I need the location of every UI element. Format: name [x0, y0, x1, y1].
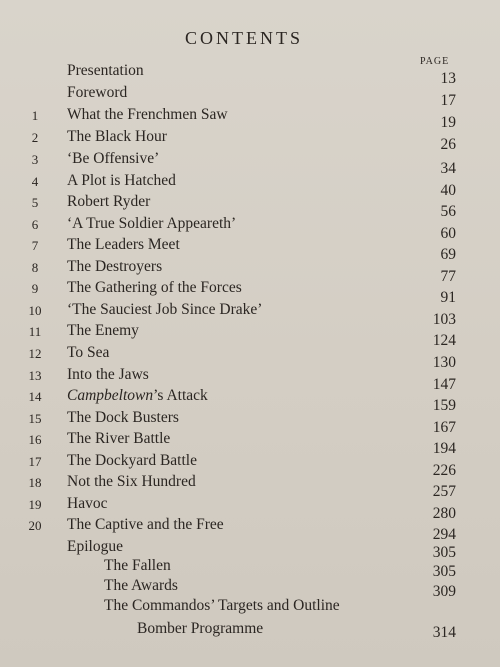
- page-number: 91: [440, 289, 456, 306]
- page-number: 159: [432, 397, 456, 414]
- page-number: 103: [432, 311, 456, 328]
- chapter-title: [104, 557, 171, 575]
- chapter-title-text: The Captive and the Free: [67, 516, 224, 533]
- toc-entry: [0, 215, 500, 242]
- page-number: 309: [432, 583, 456, 600]
- chapter-title: [104, 597, 340, 615]
- chapter-title: [104, 577, 178, 595]
- chapter-number: 11: [28, 324, 42, 339]
- chapter-number: 9: [31, 281, 39, 296]
- toc-entry: [0, 193, 500, 220]
- page-number: 314: [432, 624, 456, 641]
- chapter-title: [67, 538, 123, 556]
- chapter-number: 12: [28, 346, 42, 361]
- page-number: 26: [440, 136, 456, 153]
- chapter-title-text: The Destroyers: [67, 258, 163, 275]
- toc-entry: [0, 577, 500, 599]
- chapter-number: 1: [31, 108, 39, 123]
- page-column-header: PAGE: [420, 56, 450, 67]
- chapter-title: [67, 236, 180, 254]
- page-number: 40: [440, 182, 456, 199]
- chapter-number: 8: [31, 260, 39, 275]
- chapter-title: [67, 301, 262, 319]
- toc-entry: [0, 279, 500, 306]
- chapter-title: [67, 62, 144, 80]
- page-number: 60: [440, 225, 456, 242]
- chapter-title-text: The Fallen: [104, 557, 171, 574]
- chapter-title: [67, 150, 159, 168]
- chapter-number: 7: [31, 238, 39, 253]
- chapter-number: 2: [31, 130, 39, 145]
- chapter-number: 6: [31, 217, 39, 232]
- page-number: 13: [440, 70, 456, 87]
- chapter-title: [67, 516, 224, 534]
- toc-entry: [0, 62, 500, 87]
- page-number: 34: [440, 160, 456, 177]
- toc-entry: [0, 452, 500, 479]
- chapter-title-text: The Dock Busters: [67, 409, 179, 426]
- chapter-number: 15: [28, 411, 42, 426]
- chapter-title: [67, 473, 196, 491]
- chapter-title: [67, 193, 150, 211]
- chapter-title-text: Havoc: [67, 495, 108, 512]
- toc-entry: [0, 430, 500, 457]
- chapter-number: 13: [28, 368, 42, 383]
- chapter-title-text: ‘A True Soldier Appeareth’: [67, 215, 237, 232]
- chapter-title-text: The Dockyard Battle: [67, 452, 197, 469]
- chapter-title-text: ’s Attack: [153, 387, 208, 404]
- chapter-number: 3: [31, 152, 39, 167]
- toc-entry: [0, 128, 500, 153]
- chapter-title-text: The Awards: [104, 577, 178, 594]
- chapter-title-text: Bomber Programme: [137, 620, 264, 637]
- chapter-number: 17: [28, 454, 42, 469]
- page-number: 147: [432, 376, 456, 393]
- chapter-title: [67, 366, 149, 384]
- page-number: 56: [440, 203, 456, 220]
- page-number: 167: [432, 419, 456, 436]
- toc-entry: [0, 84, 500, 109]
- chapter-title: [67, 279, 242, 297]
- page-number: 19: [440, 114, 456, 131]
- chapter-title: [67, 215, 236, 233]
- page-number: 130: [432, 354, 456, 371]
- chapter-title-text: A Plot is Hatched: [67, 172, 176, 189]
- page-number: 305: [432, 563, 456, 580]
- page-number: 194: [432, 440, 456, 457]
- chapter-title: [67, 258, 162, 276]
- chapter-number: 19: [28, 497, 42, 512]
- toc-entry: [0, 366, 500, 393]
- chapter-title-text: The Gathering of the Forces: [67, 279, 242, 296]
- toc-entry: [0, 516, 500, 543]
- chapter-title-text: To Sea: [67, 344, 110, 361]
- chapter-title-text: Foreword: [67, 84, 128, 101]
- page-number: 294: [432, 526, 456, 543]
- toc-entry: [0, 172, 500, 199]
- chapter-title: [67, 344, 109, 362]
- page-number: 257: [432, 483, 456, 500]
- toc-entry: [0, 473, 500, 500]
- chapter-title-text: Epilogue: [67, 538, 123, 555]
- chapter-number: 10: [28, 303, 42, 318]
- toc-entry: [0, 409, 500, 436]
- toc-entry: [0, 106, 500, 131]
- chapter-title: [67, 387, 208, 405]
- chapter-title-text: Robert Ryder: [67, 193, 151, 210]
- page-number: 305: [432, 544, 456, 561]
- chapter-title-italic: Campbeltown: [67, 387, 154, 404]
- chapter-title-text: The Black Hour: [67, 128, 167, 145]
- chapter-number: 4: [31, 174, 39, 189]
- toc-entry: [0, 495, 500, 522]
- chapter-number: 18: [28, 475, 42, 490]
- chapter-title: [67, 84, 127, 102]
- page-number: 17: [440, 92, 456, 109]
- chapter-title-text: ‘Be Offensive’: [67, 150, 160, 167]
- page-number: 124: [432, 332, 456, 349]
- toc-entry: [0, 597, 500, 619]
- chapter-title-text: Presentation: [67, 62, 144, 79]
- chapter-title-text: Into the Jaws: [67, 366, 149, 383]
- page-number: 69: [440, 246, 456, 263]
- chapter-title-text: The River Battle: [67, 430, 171, 447]
- chapter-title: [67, 430, 170, 448]
- toc-entry: [0, 301, 500, 328]
- chapter-title-text: ‘The Sauciest Job Since Drake’: [67, 301, 263, 318]
- chapter-number: 16: [28, 432, 42, 447]
- toc-entry: [0, 387, 500, 414]
- chapter-title: [67, 128, 167, 146]
- chapter-number: 20: [28, 518, 42, 533]
- page-number: 77: [440, 268, 456, 285]
- chapter-title: [67, 106, 228, 124]
- toc-entry: [0, 344, 500, 371]
- chapter-title-text: Not the Six Hundred: [67, 473, 196, 490]
- page-number: 226: [432, 462, 456, 479]
- chapter-title: [67, 409, 179, 427]
- chapter-title: [67, 172, 176, 190]
- chapter-number: 5: [31, 195, 39, 210]
- toc-entry: [0, 258, 500, 285]
- chapter-title: [67, 495, 107, 513]
- chapter-title-text: The Enemy: [67, 322, 139, 339]
- chapter-number: 14: [28, 389, 42, 404]
- toc-entry: [0, 150, 500, 177]
- chapter-title: [67, 322, 139, 340]
- chapter-title: [67, 452, 197, 470]
- chapter-title-text: The Commandos’ Targets and Outline: [104, 597, 340, 614]
- chapter-title: [137, 620, 263, 638]
- toc-entry: [0, 620, 500, 642]
- toc-entry: [0, 557, 500, 579]
- chapter-title-text: What the Frenchmen Saw: [67, 106, 228, 123]
- contents-title: CONTENTS: [185, 28, 303, 48]
- page-number: 280: [432, 505, 456, 522]
- chapter-title-text: The Leaders Meet: [67, 236, 180, 253]
- toc-entry: [0, 322, 500, 349]
- toc-entry: [0, 236, 500, 263]
